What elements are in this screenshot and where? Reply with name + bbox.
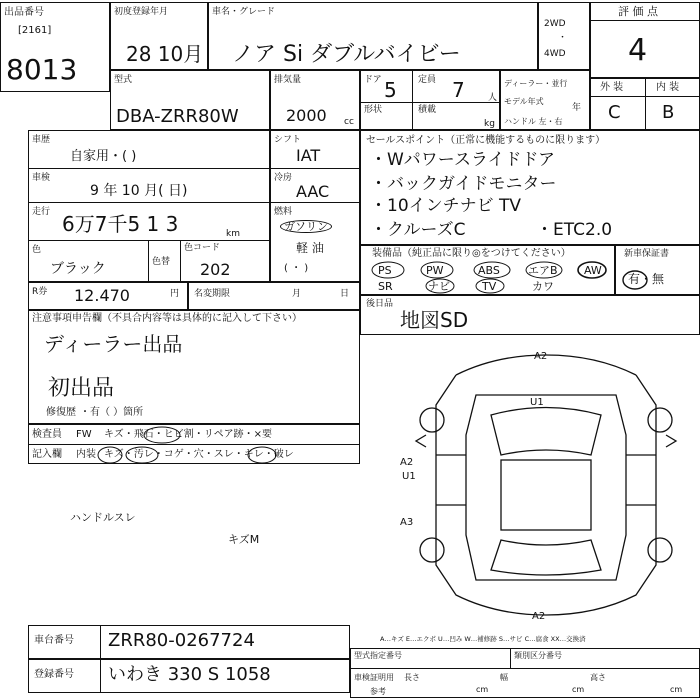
mark-left1b: U1 [402,471,416,482]
ac-value: AAC [296,182,330,201]
capacity-unit: 人 [488,93,498,103]
color-label: 色 [32,245,42,255]
equip-abs: ABS [478,264,500,277]
mileage-unit: km [226,229,240,239]
capacity-label: 定員 [418,75,437,85]
model-label: 型式 [114,75,133,85]
color-change-label: 色替 [152,257,171,267]
lot-number: 8013 [6,53,78,86]
history-value: 自家用・( ) [70,149,137,164]
drive-dot: ・ [558,33,568,43]
aftermarket-value: 地図SD [400,308,469,332]
chassis-value: ZRR80-0267724 [108,630,255,651]
handle-label: ハンドル 左・右 [504,117,563,126]
aftermarket-label: 後日品 [366,299,394,309]
color-code-value: 202 [200,260,231,279]
sales-point-5: ・ETC2.0 [536,220,613,240]
inspection-label: 車検 [32,173,51,183]
doors-label: ドア [364,75,382,85]
cm-3: cm [670,685,683,694]
mark-left1: A2 [400,457,414,468]
equip-leather: カワ [532,280,554,293]
capacity-value: 7 [452,78,465,102]
displacement-unit: cc [344,117,354,127]
height-label: 高さ [590,673,606,682]
grade-value: 4 [628,33,648,68]
equip-pw: PW [426,264,444,277]
model-year-unit: 年 [572,103,582,113]
lot-sub: [2161] [18,25,52,36]
cm-1: cm [476,685,489,694]
reg-label: 登録番号 [34,669,74,680]
displacement-label: 排気量 [274,75,302,85]
equipment-label: 装備品（純正品に限り◎をつけてください） [372,248,571,259]
fuel-diesel: 軽 油 [296,241,324,255]
cm-2: cm [572,685,585,694]
day-label: 日 [340,289,350,299]
recycle-value: 12.470 [74,286,130,305]
inspector-label: 検査員 [32,429,62,440]
color-code-label: 色コード [184,243,221,253]
interior-value: B [662,102,675,123]
equip-airbag: エアB [528,264,558,277]
model-value: DBA-ZRR80W [116,106,239,127]
inspector-interior-items: キズ・汚レ・コゲ・穴・スレ・キレ・破レ [104,449,294,460]
fuel-gas: ガソリン [280,220,332,233]
grade-label: 評 価 点 [618,5,658,18]
equip-ps: PS [378,264,392,277]
notes-label: 注意事項申告欄（不具合内容等は具体的に記入して下さい） [32,313,302,324]
sales-points-label: セールスポイント（正常に機能するものに限ります） [366,135,606,146]
mileage-label: 走行 [32,207,51,217]
equip-aw: AW [584,264,602,277]
type-cert-label: 型式指定番号 [354,651,402,660]
doors-value: 5 [384,78,397,102]
equip-sr: SR [378,280,393,293]
shift-value: IAT [296,146,321,165]
inspector-note2: キズM [228,533,260,546]
mark-top: A2 [534,351,548,362]
dealer-label: ディーラー・並行 [504,79,568,88]
inspector-fw: FW [76,429,92,440]
shape-label: 形状 [364,105,383,115]
chassis-label: 車台番号 [34,635,74,646]
sales-point-4: ・クルーズC [370,220,466,240]
mark-roof: U1 [530,397,544,408]
class-label: 類別区分番号 [514,651,562,660]
sales-point-1: ・Wパワースライドドア [370,150,555,170]
length-label: 長さ [404,673,420,682]
history-box [28,130,270,282]
displacement-value: 2000 [286,106,327,125]
recycle-label: R券 [32,287,48,297]
month-label: 月 [292,289,302,299]
repair-label: 修復歴 [46,407,76,418]
exterior-label: 外 装 [600,82,624,93]
recorder-label: 記入欄 [32,449,62,460]
damage-legend: A…キズ E…エクボ U…凹み W…補修跡 S…サビ C…腐食 XX…交換済 [380,635,586,643]
warranty-circle [620,268,650,292]
sales-point-3: ・10インチナビ TV [370,196,522,216]
mark-left2: A3 [400,517,414,528]
fuel-label: 燃料 [274,207,293,217]
fuel-other: ( ・ ) [284,263,309,274]
inspector-circles [28,424,360,464]
first-reg-label: 初度登録年月 [114,7,169,17]
reg-cert-label: 車検証明用 [354,673,394,682]
ref-label: 参考 [370,687,386,696]
warranty-label: 新車保証書 [624,249,670,259]
reg-value: いわき 330 S 1058 [108,664,271,685]
equipment-circles [360,245,615,295]
name-label: 車名・グレード [212,7,276,17]
vehicle-diagram [396,345,696,625]
notes-stamp: 初出品 [48,376,115,401]
shift-label: シフト [274,135,302,145]
inspector-interior-label: 内装 [76,449,96,460]
inspection-value: 9 年 10 月( 日) [90,183,188,199]
drive-4wd: 4WD [544,49,566,59]
recycle-unit: 円 [170,289,180,299]
notes-line1: ディーラー出品 [44,332,183,356]
inspector-note1: ハンドルスレ [70,511,136,524]
mileage-value: 6万7千5 1 3 [62,212,179,236]
drive-2wd: 2WD [544,19,566,29]
history-label: 車歴 [32,135,51,145]
equip-tv: TV [482,280,497,293]
load-unit: kg [484,119,495,129]
load-label: 積載 [418,105,437,115]
name-value: ノア Si ダブルバイビー [232,42,461,67]
inspector-items: キズ・飛石・ヒビ割・リペア跡・×要 [104,429,272,440]
warranty-value: 有・無 [628,272,665,286]
name-change-label: 名変期限 [194,289,231,299]
ac-label: 冷房 [274,173,293,183]
notes-box [28,310,360,424]
repair-value: ・有（ ）箇所 [80,407,144,418]
first-reg-value: 28 10月 [126,42,204,66]
mark-bottom: A2 [532,611,546,622]
model-year-label: モデル年式 [504,97,544,106]
exterior-value: C [608,102,621,123]
lot-label: 出品番号 [4,7,44,18]
sales-point-2: ・バックガイドモニター [370,174,557,194]
equip-navi: ナビ [428,280,450,293]
width-label: 幅 [500,673,508,682]
interior-label: 内 装 [656,82,680,93]
color-value: ブラック [50,261,106,277]
